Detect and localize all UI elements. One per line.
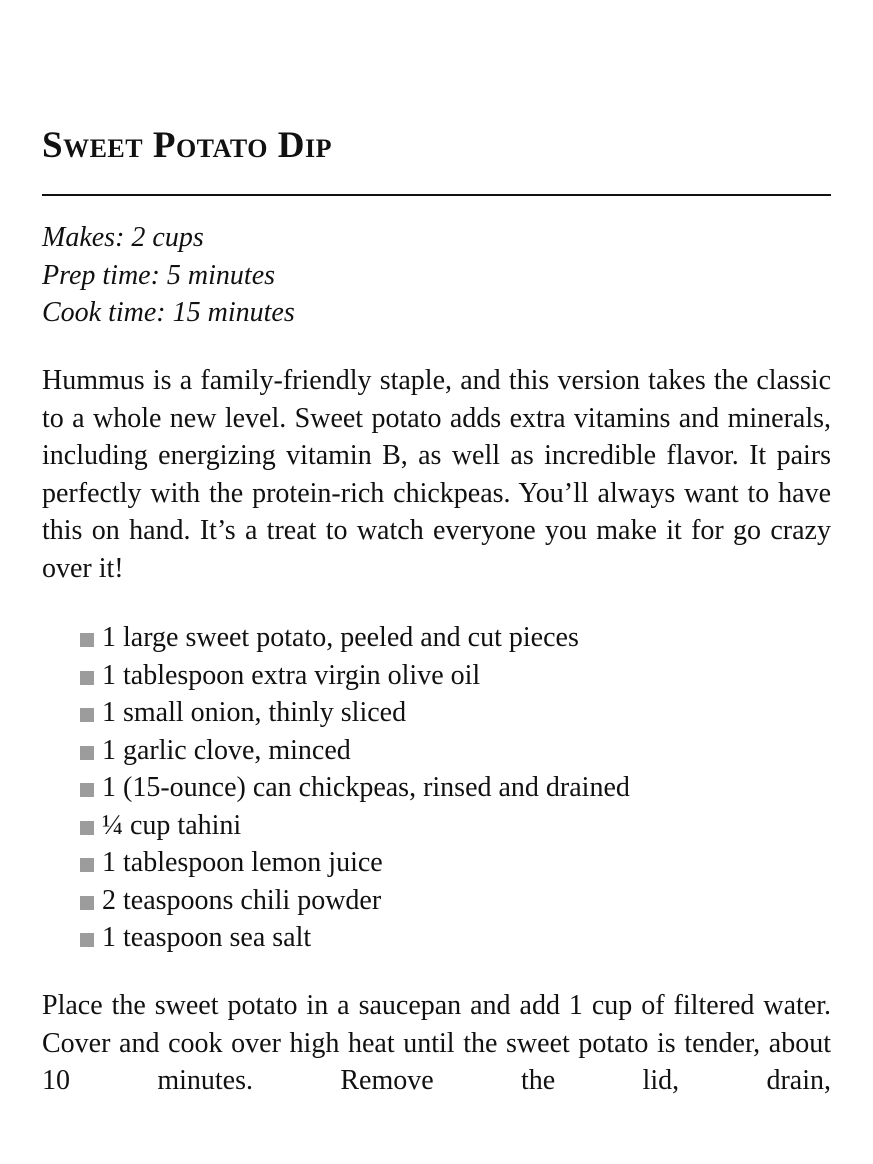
cook-time: Cook time: 15 minutes	[42, 297, 295, 328]
prep-time: Prep time: 5 minutes	[42, 259, 276, 291]
ingredient-item	[80, 844, 630, 882]
ingredient-item	[80, 657, 630, 695]
ingredient-text: 1 teaspoon sea salt	[102, 922, 312, 953]
ingredient-text: 1 large sweet potato, peeled and cut pieces	[102, 622, 579, 653]
title-divider	[42, 194, 831, 196]
ingredient-text: ¼ cup tahini	[102, 809, 242, 841]
square-bullet-icon	[80, 783, 94, 797]
square-bullet-icon	[80, 746, 94, 760]
square-bullet-icon	[80, 858, 94, 872]
ingredient-text: 2 teaspoons chili powder	[102, 884, 382, 916]
makes-yield: Makes: 2 cups	[42, 222, 204, 253]
recipe-directions: Place the sweet potato in a saucepan and add 1 cup of filtered water. Cover and cook over high heat until the sweet potato is tender, about 10 minutes. Remove the lid, drain,	[42, 990, 831, 1096]
square-bullet-icon	[80, 671, 94, 685]
recipe-meta	[42, 219, 295, 332]
ingredient-text: 1 tablespoon lemon juice	[102, 847, 383, 878]
ingredient-item	[80, 807, 630, 845]
square-bullet-icon	[80, 708, 94, 722]
ingredient-item	[80, 619, 630, 657]
ingredient-item	[80, 769, 630, 807]
square-bullet-icon	[80, 821, 94, 835]
ingredient-item	[80, 732, 630, 770]
ingredient-text: 1 tablespoon extra virgin olive oil	[102, 659, 481, 691]
ingredient-list	[80, 619, 630, 957]
square-bullet-icon	[80, 633, 94, 647]
ingredient-text: 1 (15-ounce) can chickpeas, rinsed and drained	[102, 772, 630, 803]
recipe-intro: Hummus is a family-friendly staple, and this version takes the classic to a whole new level. Sweet potato adds extra vitamins and minerals, including energizing vitamin B, as well as incredible flavor. It pairs perfectly with the protein-rich chickpeas. You’ll always want to have this on hand. It’s a treat to watch everyone you make it for go crazy over it!	[42, 365, 831, 584]
square-bullet-icon	[80, 933, 94, 947]
ingredient-item	[80, 694, 630, 732]
ingredient-text: 1 garlic clove, minced	[102, 734, 351, 766]
ingredient-text: 1 small onion, thinly sliced	[102, 697, 407, 728]
square-bullet-icon	[80, 896, 94, 910]
ingredient-item	[80, 919, 630, 957]
recipe-title: Sweet Potato Dip	[42, 125, 333, 166]
ingredient-item	[80, 882, 630, 920]
